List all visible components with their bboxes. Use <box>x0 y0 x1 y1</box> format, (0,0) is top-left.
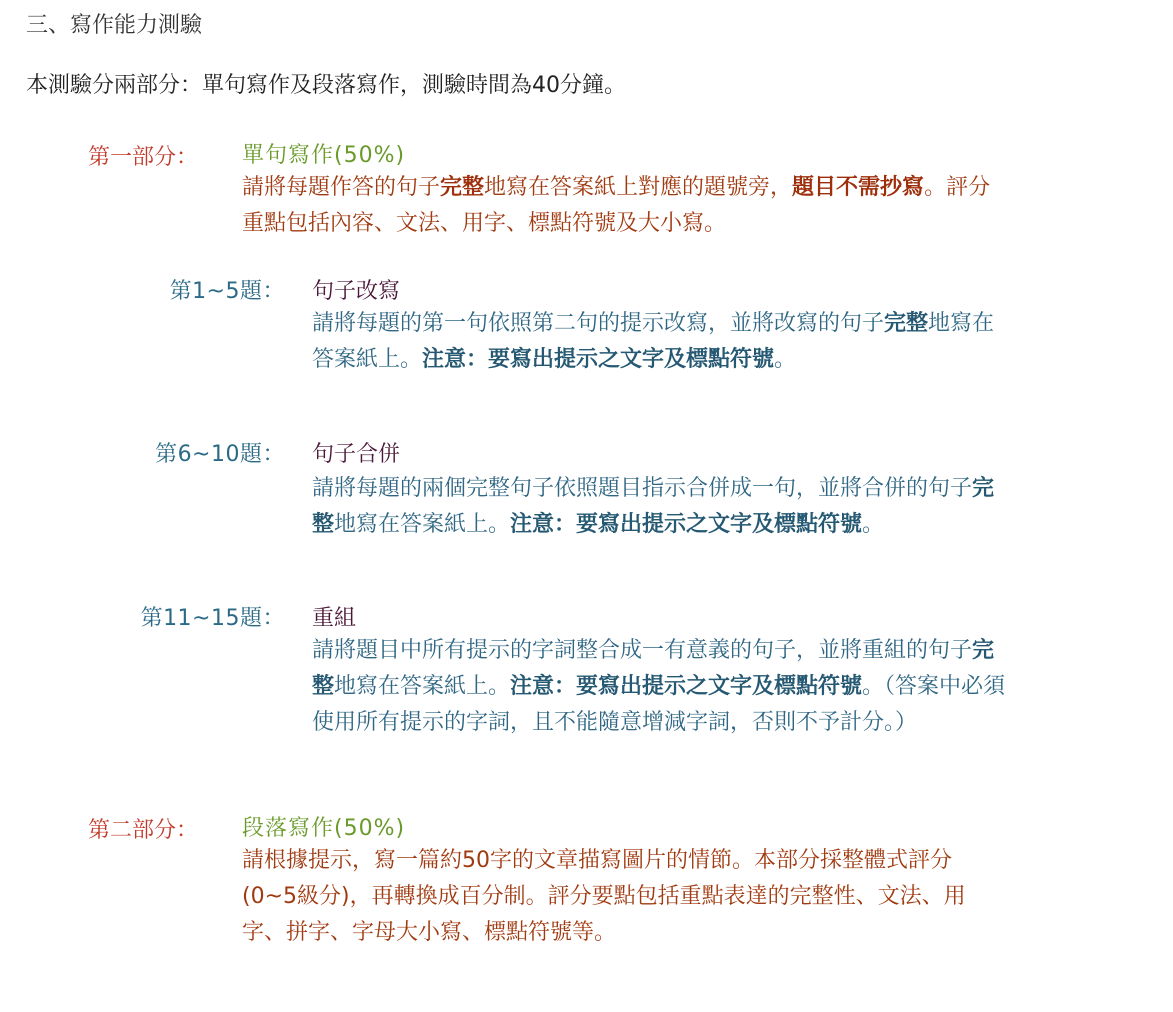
part2-label: 第二部分： <box>88 818 199 843</box>
part1-title: 單句寫作(50%) <box>242 143 406 168</box>
section2-desc-c: 地寫在答案紙上。 <box>334 512 511 537</box>
part2-title: 段落寫作(50%) <box>242 816 406 841</box>
section2-desc-d: 注意：要寫出提示之文字及標點符號 <box>510 512 863 537</box>
section1-label: 第1~5題： <box>169 279 285 304</box>
section2-desc-a: 請將每題的兩個完整句子依照題目指示合併成一句，並將合併的句子 <box>312 476 973 501</box>
section3-desc-d: 注意：要寫出提示之文字及標點符號 <box>510 674 863 699</box>
section3-description <box>312 633 1012 741</box>
section2-desc-e: 。 <box>862 512 885 537</box>
intro-text: 本測驗分兩部分：單句寫作及段落寫作，測驗時間為40分鐘。 <box>26 73 626 98</box>
part1-label: 第一部分： <box>88 145 199 170</box>
section1-description <box>312 306 1012 378</box>
section3-desc-e: 。（答案中必須使用所有提示的字詞，且不能隨意增減字詞，否則不予計分。） <box>312 674 1006 735</box>
section3-desc-c: 地寫在答案紙上。 <box>334 674 511 699</box>
section1-desc-a: 請將每題的第一句依照第二句的提示改寫，並將改寫的句子 <box>312 311 885 336</box>
section1-desc-b: 完整 <box>884 311 929 336</box>
section3-desc-a: 請將題目中所有提示的字詞整合成一有意義的句子，並將重組的句子 <box>312 638 973 663</box>
section3-desc-b: 完整 <box>312 638 995 699</box>
section2-label: 第6~10題： <box>155 442 285 467</box>
section1-desc-c: 地寫在答案紙上。 <box>312 311 995 372</box>
part1-desc-d: 題目不需抄寫 <box>792 175 925 200</box>
section3-title: 重組 <box>312 606 357 631</box>
section1-title: 句子改寫 <box>312 279 401 304</box>
part1-desc-b: 完整 <box>440 175 485 200</box>
part1-desc-a: 請將每題作答的句子 <box>242 175 441 200</box>
part1-desc-c: 地寫在答案紙上對應的題號旁， <box>484 175 793 200</box>
section2-desc-b: 完整 <box>312 476 995 537</box>
page-heading: 三、寫作能力測驗 <box>26 13 203 38</box>
part2-description: 請根據提示，寫一篇約50字的文章描寫圖片的情節。本部分採整體式評分(0~5級分)，再轉換成百分制。評分要點包括重點表達的完整性、文法、用字、拼字、字母大小寫、標點符號等。 <box>242 848 966 945</box>
section2-title: 句子合併 <box>312 442 401 467</box>
section1-desc-d: 注意：要寫出提示之文字及標點符號 <box>422 347 775 372</box>
section1-desc-e: 。 <box>774 347 797 372</box>
part1-description <box>242 170 1002 242</box>
section3-label: 第11~15題： <box>140 606 285 631</box>
section2-description <box>312 471 1012 543</box>
part1-desc-e: 。評分重點包括內容、文法、用字、標點符號及大小寫。 <box>242 175 991 236</box>
